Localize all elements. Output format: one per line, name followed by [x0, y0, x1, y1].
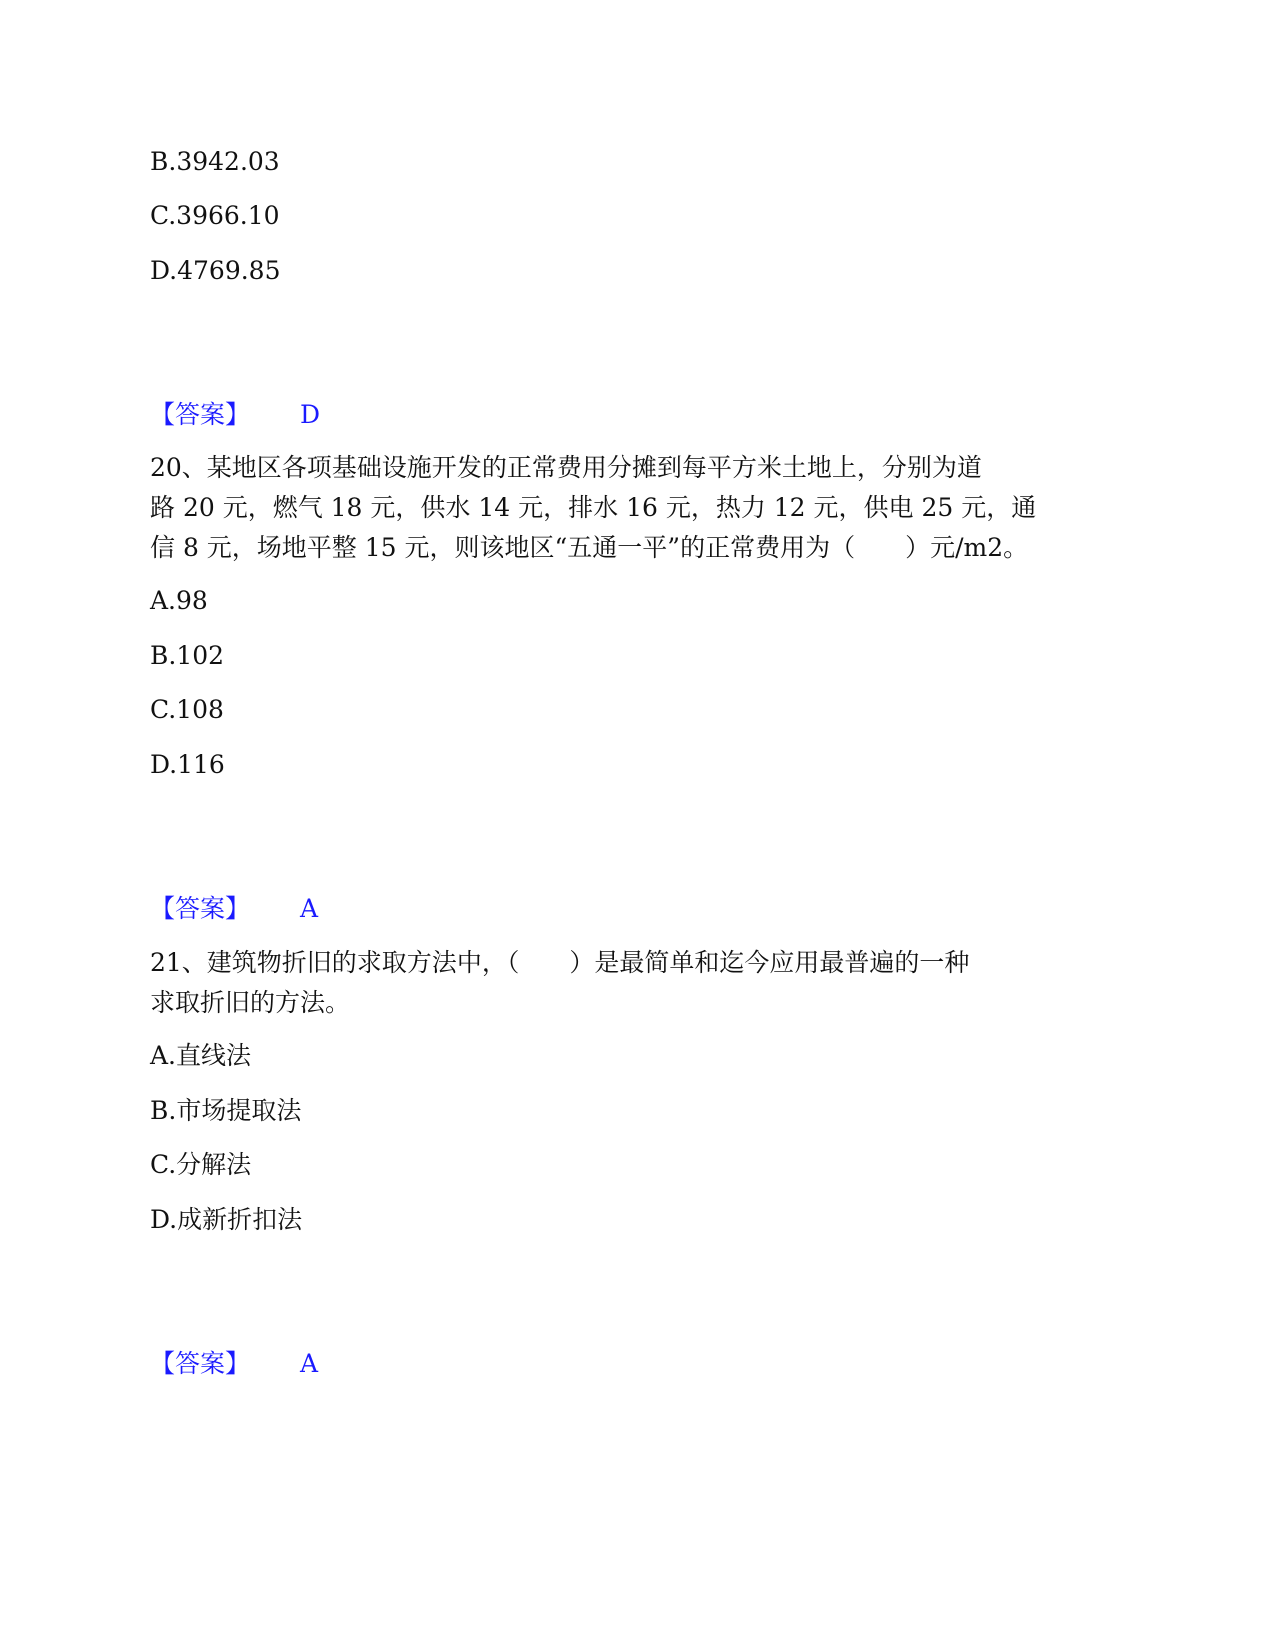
q21-answer — [150, 1344, 318, 1384]
q20-option-c: C.108 — [150, 695, 224, 724]
q21-option-b: B.市场提取法 — [150, 1096, 302, 1125]
answer-value: D — [300, 400, 321, 429]
q20-option-b: B.102 — [150, 641, 225, 670]
q20-stem-line-1: 20、某地区各项基础设施开发的正常费用分摊到每平方米土地上，分别为道 — [150, 453, 982, 482]
q19-option-d: D.4769.85 — [150, 256, 281, 285]
q19-answer — [150, 395, 320, 435]
q21-option-c: C.分解法 — [150, 1150, 252, 1179]
q20-option-a: A.98 — [150, 586, 208, 615]
q21-stem-line-2: 求取折旧的方法。 — [150, 988, 351, 1017]
answer-label: 【答案】 — [150, 1349, 251, 1378]
answer-value: A — [300, 894, 319, 923]
q19-option-b: B.3942.03 — [150, 147, 280, 176]
q20-option-d: D.116 — [150, 750, 225, 779]
answer-label: 【答案】 — [150, 400, 251, 429]
answer-value: A — [300, 1349, 319, 1378]
q20-stem-line-3: 信 8 元，场地平整 15 元，则该地区“五通一平”的正常费用为（ ）元/m2。 — [150, 533, 1029, 562]
q21-option-a: A.直线法 — [150, 1041, 252, 1070]
q21-option-d: D.成新折扣法 — [150, 1205, 303, 1234]
q20-stem-line-2: 路 20 元，燃气 18 元，供水 14 元，排水 16 元，热力 12 元，供电 25 元，通 — [150, 493, 1037, 522]
q19-option-c: C.3966.10 — [150, 201, 280, 230]
q20-answer — [150, 889, 318, 929]
q21-stem-line-1: 21、建筑物折旧的求取方法中，（ ）是最简单和迄今应用最普遍的一种 — [150, 948, 970, 977]
answer-label: 【答案】 — [150, 894, 251, 923]
